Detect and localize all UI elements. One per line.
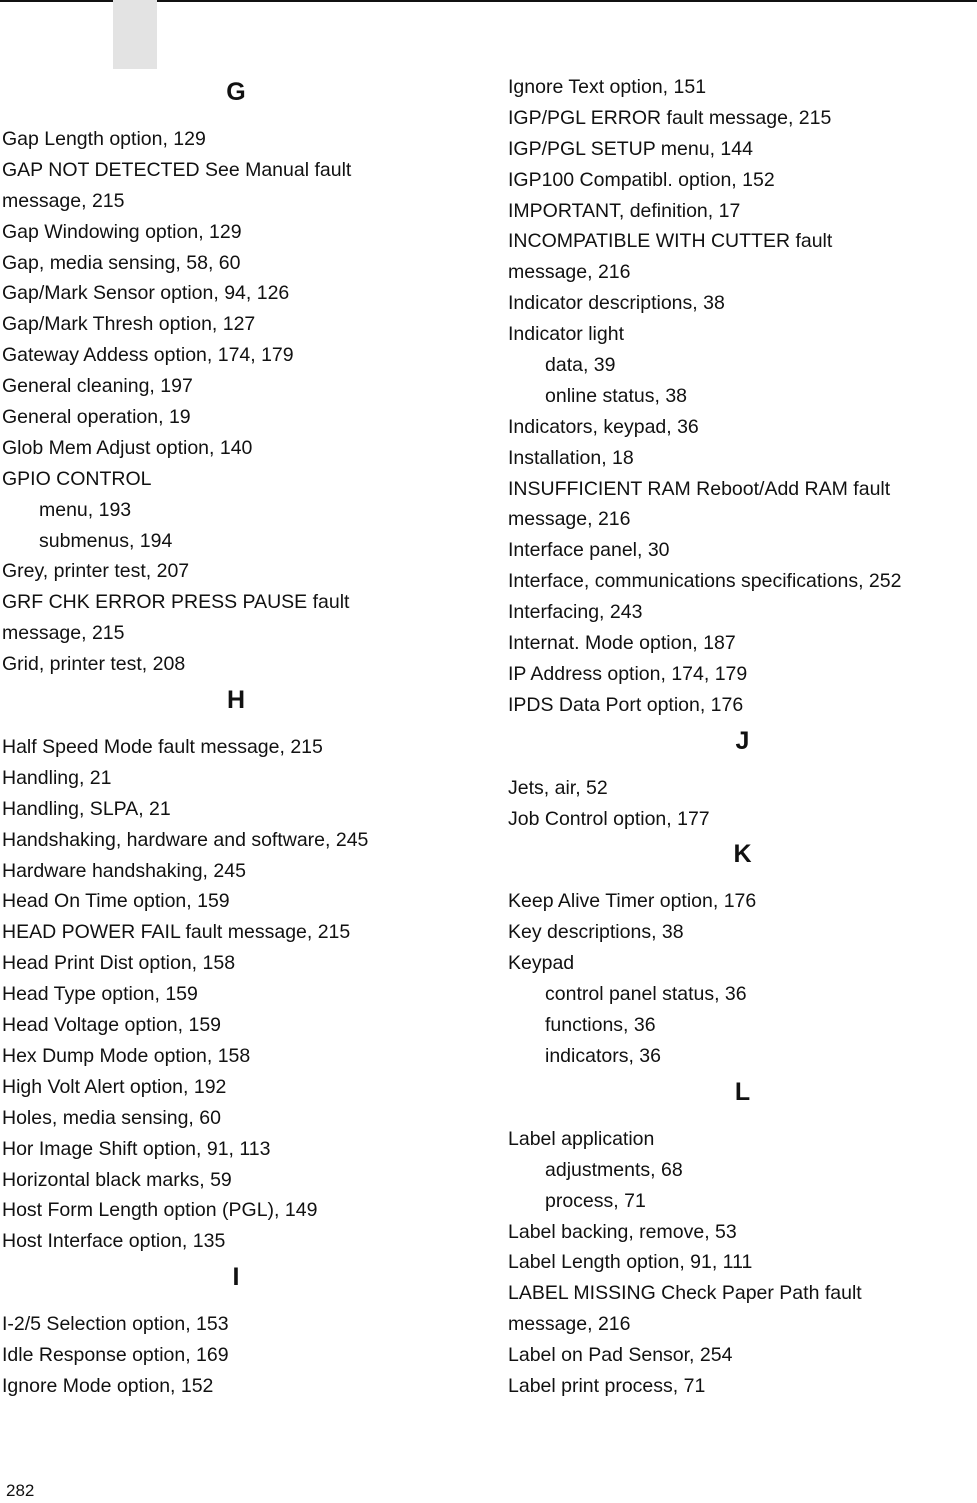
index-entry: Gateway Addess option, 174, 179: [2, 344, 294, 367]
index-entry: LABEL MISSING Check Paper Path fault: [508, 1282, 862, 1305]
index-subentry: process, 71: [545, 1189, 646, 1212]
index-section-continued: [508, 72, 977, 721]
index-entry: Handling, 21: [2, 766, 112, 789]
index-entry: HEAD POWER FAIL fault message, 215: [2, 921, 351, 944]
index-entry: message, 216: [508, 508, 631, 531]
section-letter-heading: H: [226, 686, 246, 715]
index-entry: Handshaking, hardware and software, 245: [2, 828, 369, 851]
index-entry: GAP NOT DETECTED See Manual fault: [2, 158, 352, 181]
index-subentry: data, 39: [545, 354, 616, 377]
index-column-left: [2, 72, 470, 1402]
index-entry: General cleaning, 197: [2, 375, 193, 398]
index-entry: Hex Dump Mode option, 158: [2, 1044, 251, 1067]
index-entry: message, 216: [508, 261, 631, 284]
index-entry: General operation, 19: [2, 406, 191, 429]
index-section-l: [508, 1072, 977, 1402]
index-entry: Host Interface option, 135: [2, 1230, 226, 1253]
index-entry: Gap/Mark Sensor option, 94, 126: [2, 282, 290, 305]
index-entry: Holes, media sensing, 60: [2, 1106, 221, 1129]
index-entry: Interfacing, 243: [508, 601, 643, 624]
index-entry: Keypad: [508, 952, 575, 975]
index-entry: I-2/5 Selection option, 153: [2, 1313, 229, 1336]
index-subentry: online status, 38: [545, 384, 688, 407]
page-number: 282: [6, 1481, 35, 1500]
index-entry: Grey, printer test, 207: [2, 560, 190, 583]
index-entry: INSUFFICIENT RAM Reboot/Add RAM fault: [508, 477, 891, 500]
index-entry: Head Print Dist option, 158: [2, 952, 236, 975]
index-entry: Label backing, remove, 53: [508, 1220, 737, 1243]
index-section-i: [2, 1257, 470, 1402]
index-entry: Idle Response option, 169: [2, 1344, 229, 1367]
index-entry: Gap Length option, 129: [2, 128, 206, 150]
index-subentry: adjustments, 68: [545, 1158, 683, 1181]
index-entry: Half Speed Mode fault message, 215: [2, 736, 323, 759]
index-entry: Head Voltage option, 159: [2, 1014, 222, 1037]
index-entry: Interface, communications specifications, 252: [508, 570, 902, 593]
index-entry: GPIO CONTROL: [2, 467, 152, 490]
index-entry: Keep Alive Timer option, 176: [508, 890, 757, 913]
index-entry: Jets, air, 52: [508, 776, 608, 799]
index-entry: Gap/Mark Thresh option, 127: [2, 313, 256, 336]
index-entry: Hardware handshaking, 245: [2, 859, 246, 882]
index-entry: GRF CHK ERROR PRESS PAUSE fault: [2, 591, 350, 614]
index-entry: message, 215: [2, 189, 125, 212]
index-section-j: [508, 721, 977, 835]
index-entry: INCOMPATIBLE WITH CUTTER fault: [508, 230, 833, 253]
index-entry: Label Length option, 91, 111: [508, 1251, 753, 1274]
index-entry: Handling, SLPA, 21: [2, 797, 171, 820]
index-entry: Ignore Mode option, 152: [2, 1374, 214, 1397]
index-entry: Internat. Mode option, 187: [508, 632, 736, 655]
section-letter-heading: J: [735, 726, 750, 755]
index-entry: Job Control option, 177: [508, 807, 710, 830]
section-letter-heading: K: [733, 840, 752, 869]
index-entry: Gap, media sensing, 58, 60: [2, 251, 241, 274]
index-entry: IGP100 Compatibl. option, 152: [508, 168, 775, 191]
index-section-h: [2, 680, 470, 1257]
index-subentry: functions, 36: [545, 1014, 656, 1037]
index-entry: Gap Windowing option, 129: [2, 220, 242, 243]
index-entry: message, 215: [2, 622, 125, 645]
index-entry: IGP/PGL ERROR fault message, 215: [508, 106, 832, 129]
index-entry: Hor Image Shift option, 91, 113: [2, 1137, 271, 1160]
index-entry: Head Type option, 159: [2, 983, 198, 1006]
index-entry: Glob Mem Adjust option, 140: [2, 436, 253, 459]
index-entry: Ignore Text option, 151: [508, 76, 707, 98]
index-column-right: [508, 72, 977, 1402]
index-entry: IP Address option, 174, 179: [508, 662, 748, 685]
index-entry: Host Form Length option (PGL), 149: [2, 1199, 318, 1222]
index-entry: IMPORTANT, definition, 17: [508, 199, 741, 222]
index-entry: Key descriptions, 38: [508, 921, 684, 944]
index-entry: IGP/PGL SETUP menu, 144: [508, 137, 753, 160]
index-entry: High Volt Alert option, 192: [2, 1075, 227, 1098]
index-entry: IPDS Data Port option, 176: [508, 693, 744, 716]
index-section-k: [508, 834, 977, 1071]
section-thumb-tab: [113, 0, 157, 69]
index-entry: Head On Time option, 159: [2, 890, 230, 913]
index-entry: Grid, printer test, 208: [2, 653, 186, 676]
index-section-g: [2, 72, 470, 680]
index-entry: Indicator light: [508, 323, 624, 346]
section-letter-heading: G: [226, 78, 246, 106]
index-entry: Label application: [508, 1127, 655, 1150]
index-entry: message, 216: [508, 1313, 631, 1336]
index-entry: Label print process, 71: [508, 1374, 706, 1397]
index-subentry: control panel status, 36: [545, 983, 747, 1006]
index-entry: Label on Pad Sensor, 254: [508, 1344, 733, 1367]
index-entry: Installation, 18: [508, 446, 634, 469]
index-entry: Horizontal black marks, 59: [2, 1168, 232, 1191]
index-entry: Indicators, keypad, 36: [508, 415, 699, 438]
index-subentry: submenus, 194: [39, 529, 173, 552]
index-entry: Interface panel, 30: [508, 539, 670, 562]
index-subentry: indicators, 36: [545, 1044, 661, 1067]
index-subentry: menu, 193: [39, 498, 132, 521]
section-letter-heading: L: [734, 1077, 751, 1106]
index-entry: Indicator descriptions, 38: [508, 292, 725, 315]
section-letter-heading: I: [232, 1263, 240, 1292]
